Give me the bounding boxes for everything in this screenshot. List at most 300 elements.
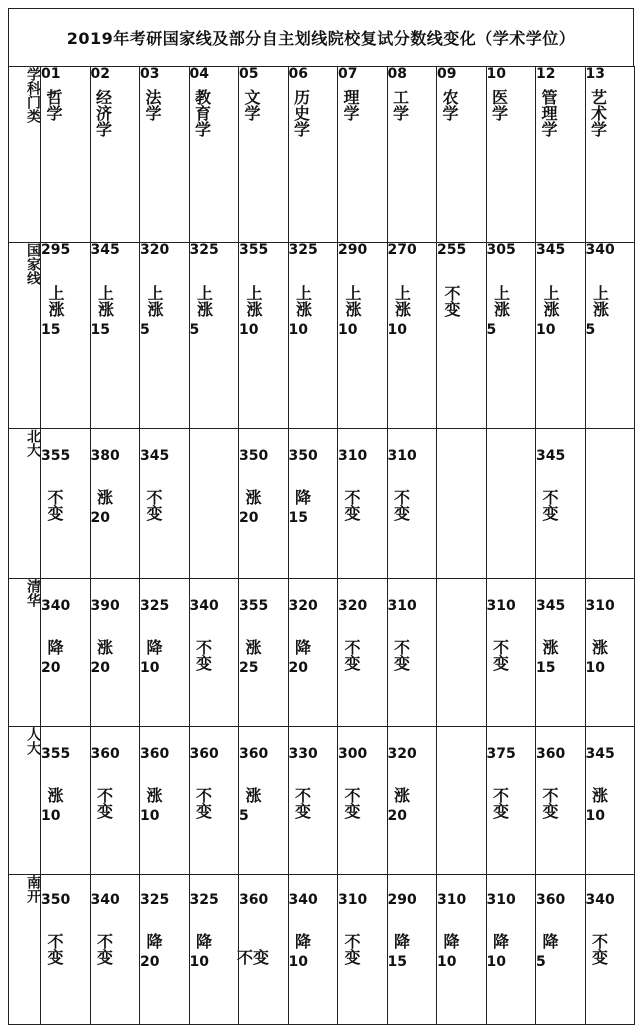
change-block: [536, 639, 585, 675]
discipline-header: [536, 67, 586, 243]
score-value: 255: [437, 242, 467, 258]
change-amount: 10: [536, 322, 556, 338]
score-value: 345: [90, 242, 120, 258]
score-cell: [41, 875, 91, 1025]
row-label: 北大: [9, 429, 41, 579]
table-row: [9, 727, 635, 875]
score-cell: [288, 875, 338, 1025]
score-cell: [288, 579, 338, 727]
score-cell: [585, 875, 635, 1025]
score-value: 350: [288, 448, 318, 464]
discipline-name: 历史学: [291, 89, 311, 137]
discipline-header: [387, 67, 437, 243]
score-value: 310: [338, 892, 368, 908]
discipline-code: 12: [536, 66, 556, 82]
change-block: [338, 489, 387, 521]
discipline-code: 08: [387, 66, 407, 82]
discipline-code: 05: [239, 66, 259, 82]
score-cell: [90, 875, 140, 1025]
change-text: 降: [193, 933, 213, 949]
score-cell: [536, 875, 586, 1025]
change-block: [388, 489, 437, 521]
score-cell: [585, 579, 635, 727]
change-block: [140, 639, 189, 675]
discipline-header: [239, 67, 289, 243]
discipline-code: 10: [486, 66, 506, 82]
change-block: [586, 639, 635, 675]
score-cell: [486, 243, 536, 429]
change-amount: 15: [41, 322, 61, 338]
score-cell: [41, 727, 91, 875]
change-text: 上涨: [194, 285, 214, 317]
score-value: 290: [387, 892, 417, 908]
score-cell: [387, 875, 437, 1025]
change-block: [289, 489, 338, 525]
score-value: 345: [536, 598, 566, 614]
table-row: [9, 579, 635, 727]
discipline-header: [585, 67, 635, 243]
change-text: 不变: [540, 489, 559, 521]
score-cell: [189, 243, 239, 429]
change-block: [41, 933, 90, 965]
score-value: 310: [486, 598, 516, 614]
score-cell: [585, 243, 635, 429]
change-amount: 10: [387, 322, 407, 338]
discipline-header: [486, 67, 536, 243]
score-cell: [437, 429, 487, 579]
table-row: [9, 429, 635, 579]
change-amount: 15: [288, 510, 308, 526]
score-value: 295: [41, 242, 71, 258]
score-value: 360: [536, 746, 566, 762]
score-value: 350: [41, 892, 71, 908]
change-text: 不变: [342, 489, 361, 521]
discipline-name: 法学: [143, 89, 162, 121]
discipline-code: 04: [189, 66, 209, 82]
change-text: 涨: [589, 639, 609, 655]
change-block: [388, 285, 437, 337]
score-value: 310: [486, 892, 516, 908]
change-amount: 15: [387, 954, 407, 970]
score-cell: [189, 727, 239, 875]
change-amount: 10: [41, 808, 61, 824]
score-cell: [41, 429, 91, 579]
score-cell: [288, 429, 338, 579]
change-amount: 10: [437, 954, 457, 970]
change-block: [91, 489, 140, 525]
score-value: 375: [486, 746, 516, 762]
score-value: 340: [41, 598, 71, 614]
change-text: 涨: [94, 489, 114, 505]
score-value: 360: [189, 746, 219, 762]
change-block: [338, 787, 387, 819]
score-value: 325: [288, 242, 318, 258]
score-value: 340: [288, 892, 318, 908]
score-cell: [486, 727, 536, 875]
change-block: [239, 489, 288, 525]
change-block: [338, 933, 387, 965]
change-text: 降: [292, 639, 312, 655]
change-block: [190, 639, 239, 671]
change-text: 涨: [243, 639, 262, 655]
score-cell: [387, 429, 437, 579]
score-value: 355: [41, 448, 71, 464]
change-text: 上涨: [46, 285, 65, 317]
score-value: 340: [585, 892, 615, 908]
score-value: 320: [288, 598, 318, 614]
score-cell: [90, 243, 140, 429]
discipline-code: 03: [140, 66, 160, 82]
score-cell: [387, 579, 437, 727]
discipline-name: 工学: [390, 89, 410, 121]
change-block: [437, 285, 486, 317]
change-block: [41, 787, 90, 823]
score-value: 340: [90, 892, 120, 908]
change-text: 涨: [94, 639, 114, 655]
change-text: 不变: [45, 489, 64, 521]
change-amount: 5: [189, 322, 200, 338]
score-cell: [140, 243, 190, 429]
score-cell: [239, 875, 289, 1025]
change-amount: 20: [288, 660, 308, 676]
discipline-header: [90, 67, 140, 243]
change-amount: 10: [288, 322, 308, 338]
change-amount: 5: [536, 954, 546, 970]
score-value: 340: [585, 242, 615, 258]
change-block: [289, 933, 338, 969]
change-amount: 5: [140, 322, 150, 338]
change-block: [388, 787, 437, 823]
score-value: 310: [387, 598, 417, 614]
score-cell: [90, 429, 140, 579]
change-block: [190, 933, 239, 969]
change-text: 不变: [45, 933, 64, 965]
change-text: 不变: [391, 639, 411, 671]
discipline-name: 医学: [489, 89, 509, 121]
row-label: 人大: [9, 727, 41, 875]
table-row: [9, 243, 635, 429]
score-cell: [536, 727, 586, 875]
discipline-code: 07: [338, 66, 358, 82]
change-amount: 20: [387, 808, 407, 824]
score-value: 310: [338, 448, 368, 464]
change-block: [338, 639, 387, 671]
score-cell: [486, 579, 536, 727]
score-value: 390: [90, 598, 120, 614]
score-value: 310: [437, 892, 467, 908]
score-cell: [239, 579, 289, 727]
score-value: 325: [189, 242, 219, 258]
change-text: 降: [391, 933, 411, 949]
score-cell: [536, 579, 586, 727]
score-cell: [239, 727, 289, 875]
change-text: 不变: [144, 489, 163, 521]
change-text: 上涨: [491, 285, 511, 317]
change-amount: 10: [585, 808, 605, 824]
change-text: 不变: [94, 787, 114, 819]
score-cell: [239, 429, 289, 579]
score-value: 355: [239, 598, 269, 614]
score-cell: [140, 875, 190, 1025]
header-row: [9, 67, 635, 243]
score-cell: [536, 243, 586, 429]
change-text: 不变: [193, 639, 213, 671]
score-value: 310: [585, 598, 615, 614]
score-value: 325: [140, 892, 170, 908]
score-value: 355: [41, 746, 71, 762]
change-text: 不变: [342, 787, 361, 819]
change-text: 上涨: [145, 285, 164, 317]
discipline-name: 经济学: [93, 89, 113, 137]
score-value: 325: [189, 892, 219, 908]
discipline-header: [140, 67, 190, 243]
change-text: 降: [144, 933, 163, 949]
change-amount: 20: [90, 510, 110, 526]
change-block: [536, 933, 585, 969]
discipline-name: 农学: [440, 89, 459, 121]
change-text: 降: [441, 933, 460, 949]
score-cell: [288, 243, 338, 429]
change-block: [289, 787, 338, 819]
change-block: [91, 285, 140, 337]
change-text: 不变: [442, 285, 461, 317]
score-value: 290: [338, 242, 368, 258]
discipline-header: [189, 67, 239, 243]
change-block: [536, 489, 585, 521]
discipline-name: 哲学: [44, 89, 63, 121]
score-value: 300: [338, 746, 368, 762]
change-text: 不变: [342, 639, 361, 671]
change-amount: 25: [239, 660, 259, 676]
change-block: [190, 285, 239, 337]
change-block: [41, 285, 90, 337]
score-value: 305: [486, 242, 516, 258]
score-value: 360: [239, 892, 269, 908]
score-cell: [338, 429, 388, 579]
score-value: 345: [585, 746, 615, 762]
discipline-code: 06: [288, 66, 308, 82]
change-amount: 5: [585, 322, 596, 338]
change-amount: 15: [536, 660, 556, 676]
score-cell: [41, 243, 91, 429]
change-amount: 10: [338, 322, 358, 338]
score-cell: [338, 875, 388, 1025]
change-text: 不变: [490, 787, 510, 819]
change-block: [190, 787, 239, 819]
discipline-header: [288, 67, 338, 243]
discipline-name: 艺术学: [588, 89, 608, 137]
score-table: [8, 66, 635, 1025]
change-block: [487, 787, 536, 819]
score-cell: [387, 727, 437, 875]
change-text: 上涨: [392, 285, 412, 317]
change-text: 不变: [94, 933, 114, 965]
discipline-code: 09: [437, 66, 457, 82]
change-block: [586, 285, 635, 337]
change-block: [487, 285, 536, 337]
change-block: [487, 933, 536, 969]
score-cell: [486, 429, 536, 579]
change-block: [41, 639, 90, 675]
score-cell: [288, 727, 338, 875]
change-block: [586, 787, 635, 823]
change-text: 涨: [589, 787, 609, 803]
score-cell: [437, 875, 487, 1025]
score-value: 355: [239, 242, 269, 258]
discipline-header: [437, 67, 487, 243]
change-text: 不变: [589, 933, 609, 965]
change-block: [91, 639, 140, 675]
change-amount: 5: [239, 808, 249, 824]
score-value: 330: [288, 746, 318, 762]
score-cell: [338, 243, 388, 429]
change-block: [437, 933, 486, 969]
change-block: [140, 787, 189, 823]
change-text: 涨: [45, 787, 64, 803]
change-text: 涨: [243, 787, 262, 803]
score-cell: [90, 727, 140, 875]
discipline-name: 文学: [242, 89, 261, 121]
change-block: [388, 933, 437, 969]
score-cell: [437, 727, 487, 875]
change-text: 上涨: [541, 285, 560, 317]
change-amount: 20: [90, 660, 110, 676]
score-value: 360: [90, 746, 120, 762]
change-amount: 10: [239, 322, 259, 338]
score-cell: [140, 727, 190, 875]
score-cell: [585, 429, 635, 579]
row-header-label: 学科门类: [9, 67, 41, 243]
change-block: [338, 285, 387, 337]
change-block: [536, 787, 585, 819]
change-block: [91, 933, 140, 965]
change-text: 不变: [237, 948, 270, 967]
change-text: 涨: [144, 787, 163, 803]
score-cell: [437, 579, 487, 727]
score-value: 380: [90, 448, 120, 464]
score-value: 360: [239, 746, 269, 762]
score-cell: [189, 875, 239, 1025]
change-text: 降: [144, 639, 163, 655]
change-amount: 15: [90, 322, 110, 338]
score-value: 350: [239, 448, 269, 464]
table-title: 2019年考研国家线及部分自主划线院校复试分数线变化（学术学位）: [8, 8, 634, 66]
change-amount: 20: [140, 954, 160, 970]
change-block: [388, 639, 437, 671]
change-block: [239, 787, 288, 823]
score-value: 340: [189, 598, 219, 614]
score-value: 270: [387, 242, 417, 258]
change-text: 不变: [342, 933, 361, 965]
change-block: [91, 787, 140, 819]
score-value: 345: [536, 448, 566, 464]
score-cell: [189, 579, 239, 727]
change-text: 降: [540, 933, 559, 949]
change-text: 不变: [193, 787, 213, 819]
score-cell: [140, 579, 190, 727]
change-amount: 20: [41, 660, 61, 676]
change-amount: 10: [486, 954, 506, 970]
discipline-header: [338, 67, 388, 243]
score-value: 310: [387, 448, 417, 464]
discipline-code: 01: [41, 66, 61, 82]
change-text: 降: [490, 933, 510, 949]
change-text: 涨: [540, 639, 559, 655]
change-text: 上涨: [343, 285, 362, 317]
score-cell: [536, 429, 586, 579]
score-cell: [585, 727, 635, 875]
discipline-code: 02: [90, 66, 110, 82]
change-block: [586, 933, 635, 965]
change-text: 上涨: [590, 285, 610, 317]
score-cell: [387, 243, 437, 429]
change-text: 不变: [292, 787, 312, 819]
score-cell: [338, 579, 388, 727]
change-amount: 10: [288, 954, 308, 970]
change-text: 上涨: [293, 285, 313, 317]
discipline-name: 管理学: [539, 89, 558, 137]
score-cell: [437, 243, 487, 429]
change-amount: 20: [239, 510, 259, 526]
change-amount: 10: [585, 660, 605, 676]
row-label: 南开: [9, 875, 41, 1025]
change-block: [239, 639, 288, 675]
change-text: 上涨: [95, 285, 115, 317]
change-text: 涨: [391, 787, 411, 803]
score-value: 360: [536, 892, 566, 908]
score-cell: [140, 429, 190, 579]
discipline-name: 理学: [341, 89, 360, 121]
change-text: 降: [292, 489, 312, 505]
discipline-code: 13: [585, 66, 605, 82]
discipline-header: [41, 67, 91, 243]
change-block: [140, 489, 189, 521]
score-cell: [90, 579, 140, 727]
change-text: 不变: [391, 489, 411, 521]
change-block: [239, 285, 288, 337]
change-text: 涨: [243, 489, 262, 505]
change-block: [536, 285, 585, 337]
change-text: 不变: [540, 787, 559, 819]
score-cell: [239, 243, 289, 429]
score-cell: [486, 875, 536, 1025]
change-block: [140, 933, 189, 969]
change-block: [487, 639, 536, 671]
score-value: 360: [140, 746, 170, 762]
change-text: 上涨: [244, 285, 263, 317]
discipline-name: 教育学: [192, 89, 212, 137]
score-value: 320: [140, 242, 170, 258]
row-label: 国家线: [9, 243, 41, 429]
change-block: [289, 639, 338, 675]
change-amount: 5: [486, 322, 497, 338]
change-block: [140, 285, 189, 337]
score-cell: [338, 727, 388, 875]
change-text: 降: [45, 639, 64, 655]
table-row: [9, 875, 635, 1025]
score-value: 345: [536, 242, 566, 258]
change-block: [41, 489, 90, 521]
change-block: [289, 285, 338, 337]
row-label: 清华: [9, 579, 41, 727]
score-cell: [41, 579, 91, 727]
change-amount: 10: [140, 660, 160, 676]
change-amount: 10: [189, 954, 209, 970]
change-amount: 10: [140, 808, 160, 824]
score-cell: [189, 429, 239, 579]
score-value: 345: [140, 448, 170, 464]
score-value: 325: [140, 598, 170, 614]
